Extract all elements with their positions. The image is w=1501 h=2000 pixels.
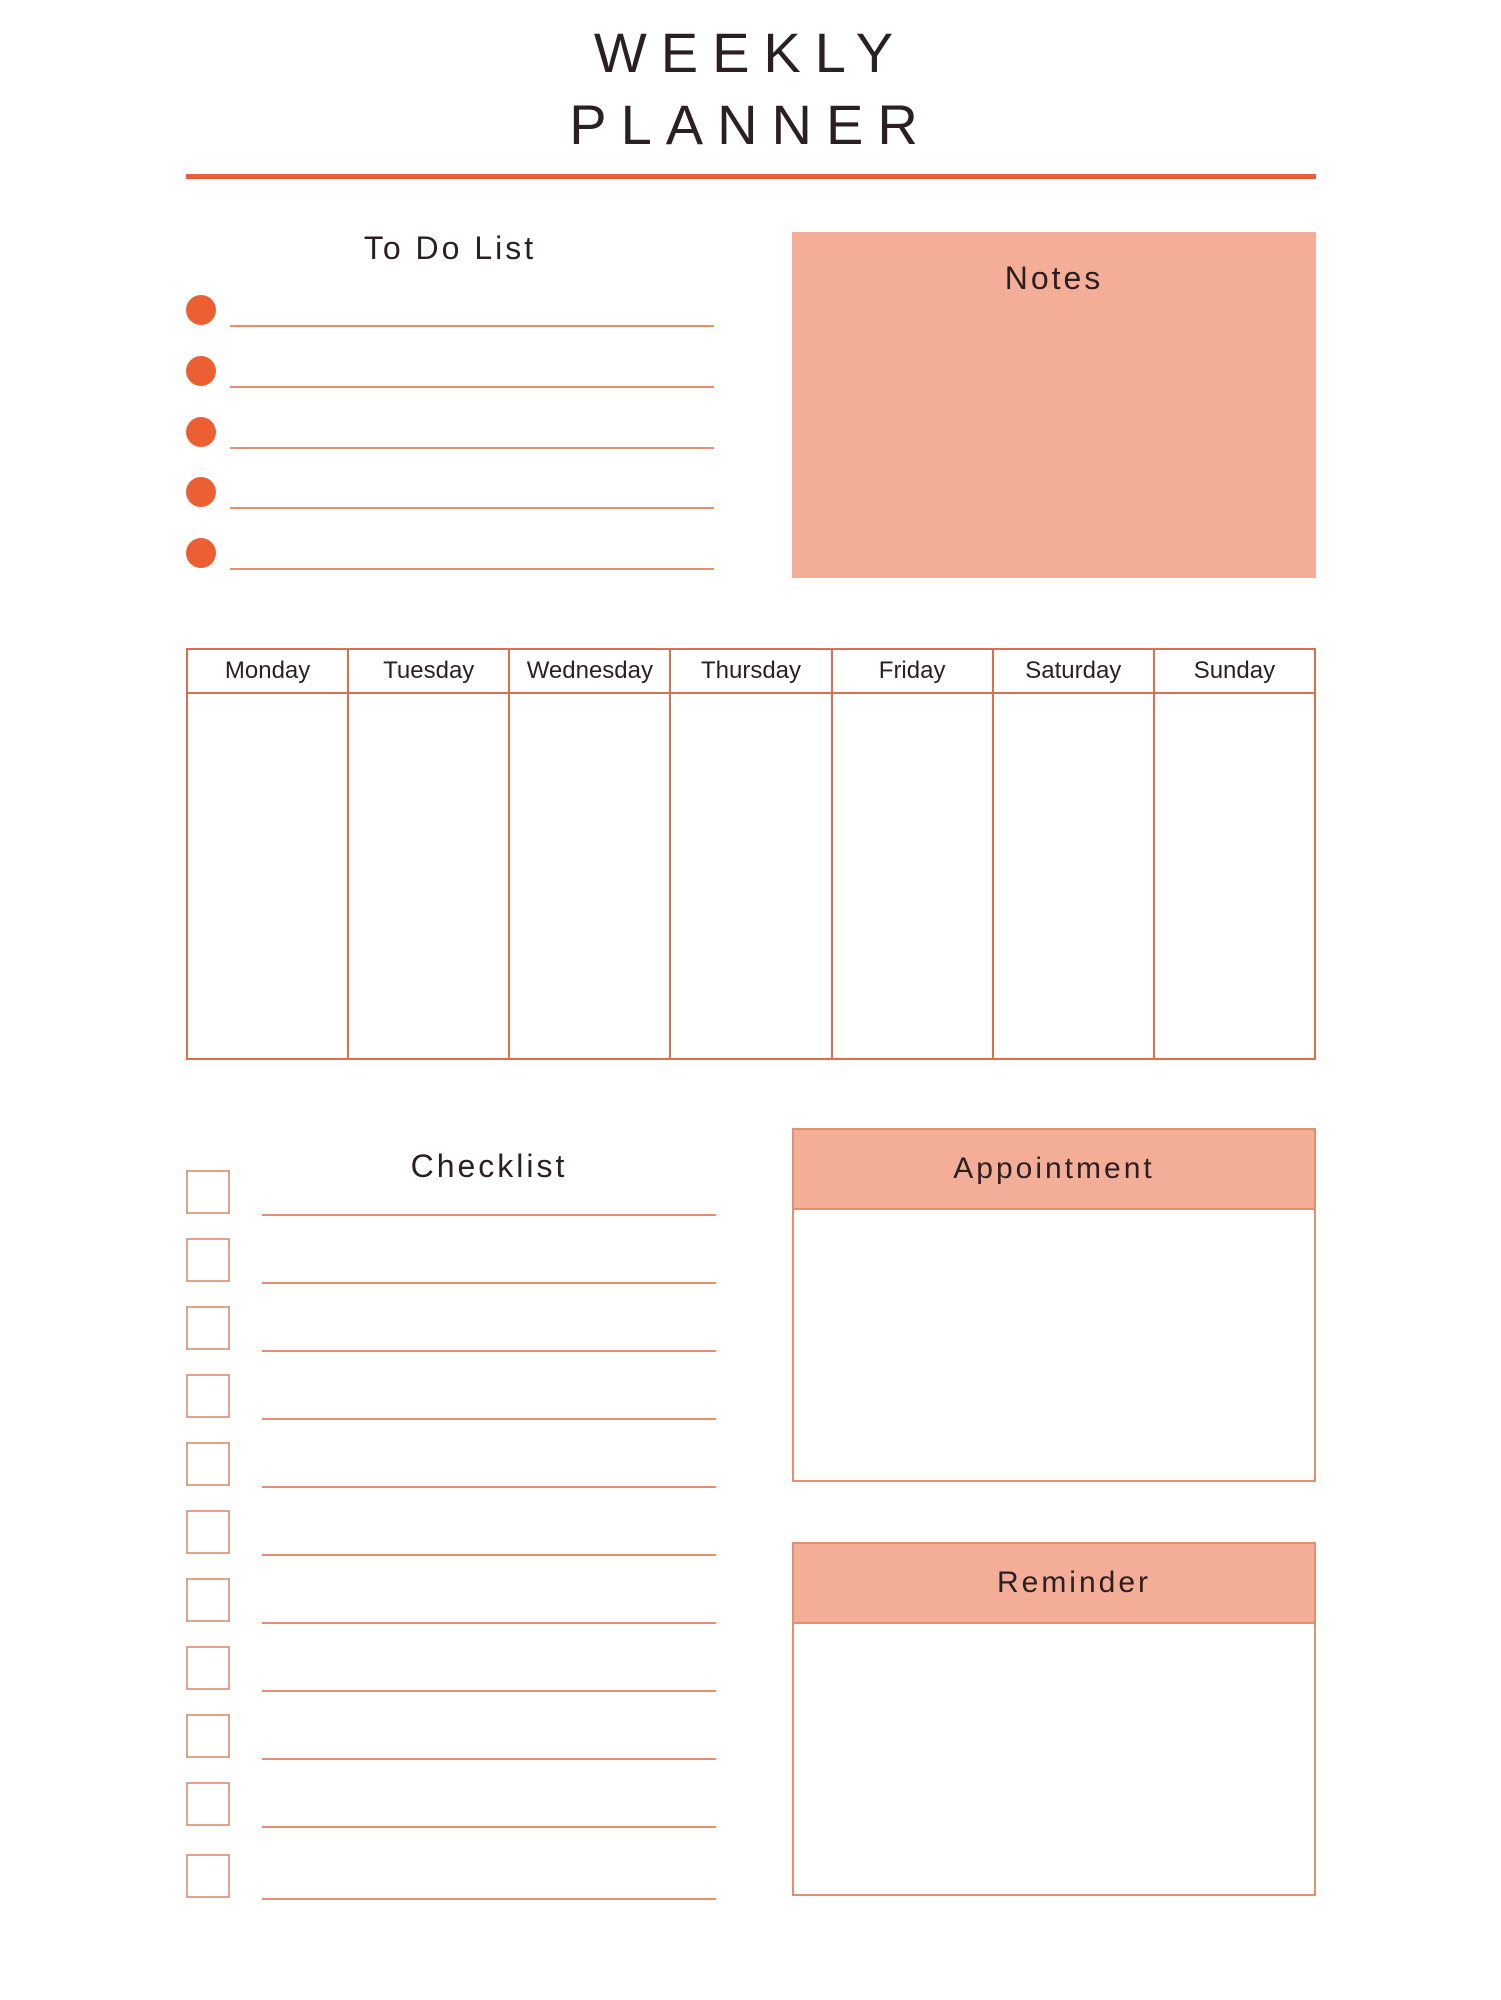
checklist-item [186,1374,716,1420]
checklist-write-line[interactable] [262,1350,716,1352]
checklist-item [186,1646,716,1692]
reminder-body[interactable] [794,1624,1314,1894]
day-header: Friday [833,650,992,694]
todo-write-line[interactable] [230,386,714,388]
bullet-icon [186,477,216,507]
day-column-saturday [994,650,1155,1058]
checkbox[interactable] [186,1442,230,1486]
checklist-item [186,1238,716,1284]
checklist-write-line[interactable] [262,1826,716,1828]
day-cell[interactable] [994,694,1153,1058]
bullet-icon [186,538,216,568]
appointment-heading: Appointment [794,1130,1314,1210]
checklist-write-line[interactable] [262,1690,716,1692]
checklist-item [186,1714,716,1760]
todo-item[interactable] [186,295,714,335]
day-cell[interactable] [833,694,992,1058]
checkbox[interactable] [186,1374,230,1418]
todo-item[interactable] [186,477,714,517]
notes-heading: Notes [1004,260,1104,296]
day-cell[interactable] [349,694,508,1058]
day-column-tuesday [349,650,510,1058]
day-header: Wednesday [510,650,669,694]
checkbox[interactable] [186,1510,230,1554]
checklist-item [186,1442,716,1488]
bullet-icon [186,356,216,386]
checklist-item [186,1782,716,1828]
checklist-item [186,1578,716,1624]
checklist-write-line[interactable] [262,1898,716,1900]
checklist-write-line[interactable] [262,1418,716,1420]
day-header: Tuesday [349,650,508,694]
checkbox[interactable] [186,1170,230,1214]
bullet-icon [186,417,216,447]
todo-write-line[interactable] [230,447,714,449]
day-column-wednesday [510,650,671,1058]
todo-item[interactable] [186,356,714,396]
checkbox[interactable] [186,1714,230,1758]
title-divider [186,174,1316,179]
todo-heading: To Do List [363,230,537,266]
todo-write-line[interactable] [230,568,714,570]
checkbox[interactable] [186,1782,230,1826]
checklist-write-line[interactable] [262,1282,716,1284]
day-header: Sunday [1155,650,1314,694]
day-cell[interactable] [510,694,669,1058]
todo-item[interactable] [186,538,714,578]
day-column-thursday [671,650,832,1058]
day-header: Saturday [994,650,1153,694]
checklist-write-line[interactable] [262,1758,716,1760]
appointment-panel [792,1128,1316,1482]
day-cell[interactable] [1155,694,1314,1058]
checklist-item [186,1306,716,1352]
todo-write-line[interactable] [230,325,714,327]
planner-title-line-2: PLANNER [569,93,932,156]
checklist-item [186,1510,716,1556]
checkbox[interactable] [186,1238,230,1282]
week-table [186,648,1316,1060]
appointment-body[interactable] [794,1210,1314,1480]
planner-title-line-1: WEEKLY [593,21,908,84]
day-column-friday [833,650,994,1058]
day-column-sunday [1155,650,1314,1058]
reminder-heading: Reminder [794,1544,1314,1624]
day-column-monday [188,650,349,1058]
reminder-panel [792,1542,1316,1896]
checkbox[interactable] [186,1578,230,1622]
day-cell[interactable] [671,694,830,1058]
day-header: Thursday [671,650,830,694]
checklist-write-line[interactable] [262,1622,716,1624]
checklist-item [186,1854,716,1900]
checklist-write-line[interactable] [262,1486,716,1488]
checkbox[interactable] [186,1854,230,1898]
day-cell[interactable] [188,694,347,1058]
checkbox[interactable] [186,1306,230,1350]
todo-item[interactable] [186,417,714,457]
checklist-item [186,1170,716,1216]
checklist-write-line[interactable] [262,1554,716,1556]
day-header: Monday [188,650,347,694]
checklist-heading: Checklist [410,1148,568,1184]
bullet-icon [186,295,216,325]
checklist-write-line[interactable] [262,1214,716,1216]
checkbox[interactable] [186,1646,230,1690]
todo-write-line[interactable] [230,507,714,509]
